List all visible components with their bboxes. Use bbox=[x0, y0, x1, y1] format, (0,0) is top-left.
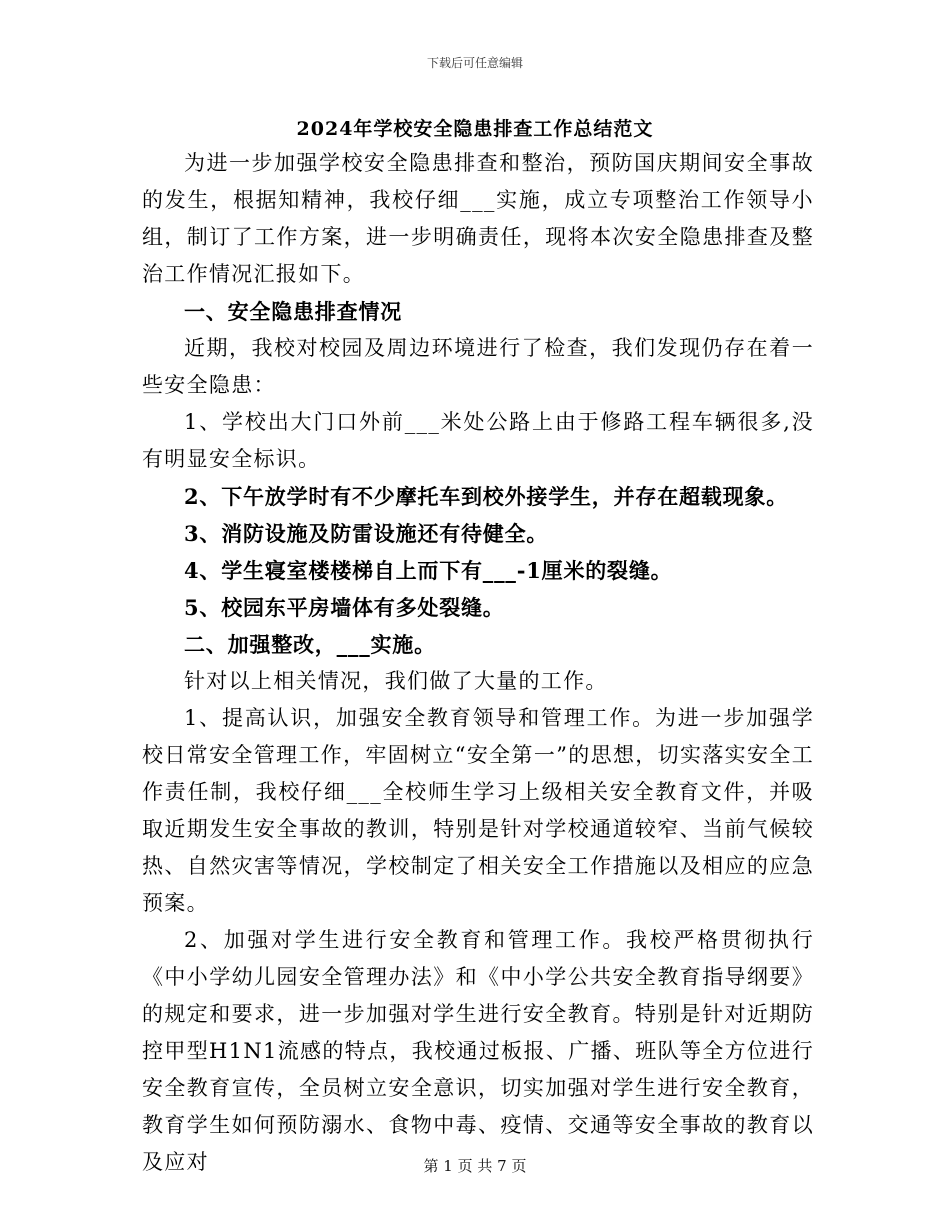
finding-item-4: 4、学生寝室楼楼梯自上而下有___-1厘米的裂缝。 bbox=[184, 558, 673, 583]
paragraph-findings-intro: 近期，我校对校园及周边环境进行了检查，我们发现仍存在着一些安全隐患： bbox=[142, 336, 814, 397]
section-heading-1: 一、安全隐患排查情况 bbox=[184, 299, 402, 324]
finding-item-5: 5、校园东平房墙体有多处裂缝。 bbox=[184, 595, 505, 620]
paragraph-intro: 为进一步加强学校安全隐患排查和整治，预防国庆期间安全事故的发生，根据知精神，我校仔细___实施，成立专项整治工作领导小组，制订了工作方案，进一步明确责任，现将本次安全隐患排查及整治工作情况汇报如下。 bbox=[142, 151, 814, 286]
paragraph-actions-intro: 针对以上相关情况，我们做了大量的工作。 bbox=[184, 669, 608, 693]
page-number: 第 1 页 共 7 页 bbox=[423, 1157, 527, 1175]
finding-item-1: 1、学校出大门口外前___米处公路上由于修路工程车辆很多,没有明显安全标识。 bbox=[142, 410, 814, 471]
finding-item-3: 3、消防设施及防雷设施还有待健全。 bbox=[184, 521, 549, 546]
document-title: 2024年学校安全隐患排查工作总结范文 bbox=[296, 118, 654, 140]
section-heading-2: 二、加强整改，___实施。 bbox=[184, 632, 436, 657]
action-item-1: 1、提高认识，加强安全教育领导和管理工作。为进一步加强学校日常安全管理工作，牢固树立“安全第一”的思想，切实落实安全工作责任制，我校仔细___全校师生学习上级相关安全教育文件，并吸取近期发生安全事故的教训，特别是针对学校通道较窄、当前气候较热、自然灾害等情况，学校制定了相关安全工作措施以及相应的应急预案。 bbox=[142, 706, 814, 915]
header-note: 下载后可任意编辑 bbox=[426, 56, 523, 70]
finding-item-2: 2、下午放学时有不少摩托车到校外接学生，并存在超载现象。 bbox=[184, 484, 789, 509]
document-body bbox=[142, 145, 814, 1181]
action-item-2: 2、加强对学生进行安全教育和管理工作。我校严格贯彻执行《中小学幼儿园安全管理办法》和《中小学公共安全教育指导纲要》的规定和要求，进一步加强对学生进行安全教育。特别是针对近期防控甲型H1N1流感的特点，我校通过板报、广播、班队等全方位进行安全教育宣传，全员树立安全意识，切实加强对学生进行安全教育，教育学生如何预防溺水、食物中毒、疫情、交通等安全事故的教育以及应对 bbox=[142, 928, 814, 1174]
